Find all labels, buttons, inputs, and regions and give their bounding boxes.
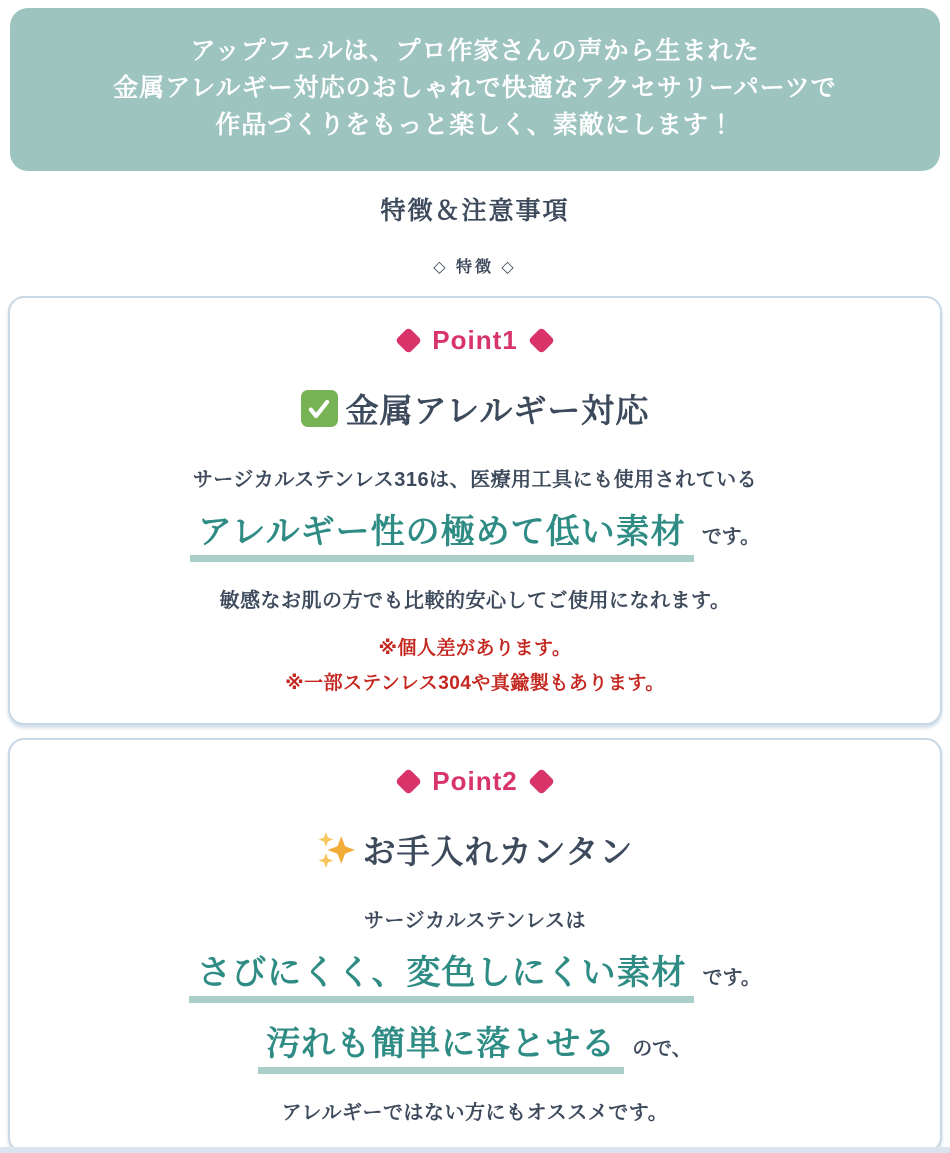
check-icon <box>301 390 338 427</box>
point1-intro: サージカルステンレス316は、医療用工具にも使用されている <box>192 469 758 491</box>
diamond-icon <box>395 768 422 795</box>
point1-heading-text: 金属アレルギー対応 <box>345 392 650 429</box>
point2-highlight1: さびにくく、変色しにくい素材 <box>189 945 694 1003</box>
point1-card <box>8 296 942 725</box>
point2-highlight1-row <box>30 945 920 1003</box>
diamond-icon <box>528 327 555 354</box>
point2-card <box>8 738 942 1153</box>
banner-line: 作品づくりをもっと楽しく、素敵にします！ <box>215 111 735 139</box>
point2-highlight2-suffix: ので、 <box>632 1038 692 1060</box>
point2-highlight1-suffix: です。 <box>702 967 761 989</box>
point1-note1: ※個人差があります。 <box>378 638 572 659</box>
diamond-icon <box>528 768 555 795</box>
point1-note2: ※一部ステンレス304や真鍮製もあります。 <box>285 673 665 694</box>
point2-body: アレルギーではない方にもオススメです。 <box>281 1102 669 1124</box>
bottom-divider <box>0 1147 950 1153</box>
banner-line: アップフェルは、プロ作家さんの声から生まれた <box>190 37 760 65</box>
point2-label <box>399 766 550 797</box>
point2-highlight2-row <box>30 1016 920 1074</box>
point1-label-text: Point1 <box>432 325 518 355</box>
point2-highlight2: 汚れも簡単に落とせる <box>258 1016 624 1074</box>
banner-line: 金属アレルギー対応のおしゃれで快適なアクセサリーパーツで <box>113 74 837 102</box>
point1-body: 敏感なお肌の方でも比較的安心してご使用になれます。 <box>219 590 731 612</box>
section-title: 特徴＆注意事項 <box>380 197 570 225</box>
diamond-icon <box>395 327 422 354</box>
sparkle-icon <box>317 831 355 869</box>
section-subtitle: ◇ 特徴 ◇ <box>433 259 517 276</box>
point2-heading <box>30 826 920 873</box>
point1-highlight-suffix: です。 <box>701 526 761 548</box>
point1-heading <box>30 385 920 432</box>
point1-highlight: アレルギー性の極めて低い素材 <box>190 504 694 562</box>
point1-label <box>399 325 550 356</box>
promo-banner <box>10 8 940 171</box>
point2-intro: サージカルステンレスは <box>364 910 586 932</box>
point1-highlight-row <box>30 504 920 562</box>
point2-heading-text: お手入れカンタン <box>362 833 634 870</box>
point2-label-text: Point2 <box>432 766 518 796</box>
